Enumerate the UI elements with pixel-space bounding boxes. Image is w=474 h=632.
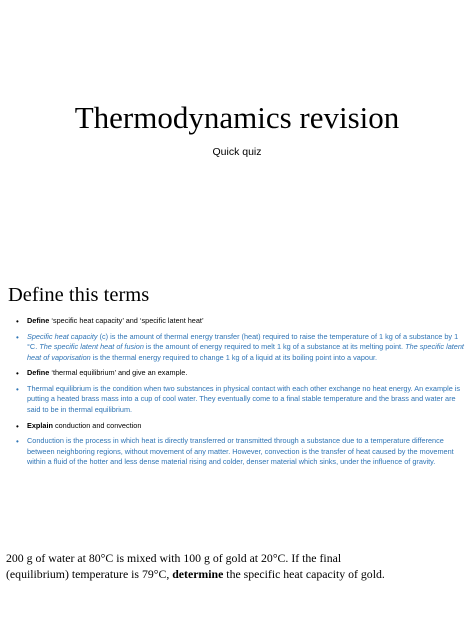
problem-part: the specific heat capacity of gold. xyxy=(223,567,385,582)
question-verb: Define xyxy=(27,316,50,325)
question-verb: Explain xyxy=(27,420,53,430)
answer-term: The specific latent heat of vaporisation xyxy=(27,342,464,362)
question-text: ‘thermal equilibrium’ and give an example. xyxy=(49,368,188,378)
slide-title: Thermodynamics revision xyxy=(74,100,400,135)
answer-item xyxy=(16,384,466,416)
answer-text: is the thermal energy required to change 1 kg of a liquid at its boiling point into a vapour. xyxy=(90,352,378,362)
question-item xyxy=(16,421,466,432)
problem-text xyxy=(6,550,406,582)
title-slide xyxy=(0,0,474,210)
problem-slide xyxy=(0,528,474,632)
question-text: ‘specific heat capacity’ and ‘specific latent heat’ xyxy=(49,316,204,325)
question-item xyxy=(16,368,466,379)
answer-text: (c) is the amount of thermal energy transfer (heat) required to raise the temperature of 1 kg of a substance by 1 °C. xyxy=(27,331,459,352)
answer-term: The specific latent heat of fusion xyxy=(39,342,144,352)
bullet-icon: • xyxy=(16,421,19,431)
problem-verb: determine xyxy=(172,567,224,582)
question-verb: Define xyxy=(27,368,50,378)
problem-part: 200 g of water at 80°C is mixed with 100 g of gold at 20°C. If the final (equilibrium) temperature is 79°C, xyxy=(6,551,342,582)
quiz-list xyxy=(16,316,466,473)
bullet-icon: • xyxy=(16,437,19,447)
bullet-icon: • xyxy=(16,332,19,342)
bullet-icon: • xyxy=(16,369,19,379)
question-text: conduction and convection xyxy=(52,420,142,430)
answer-text: Conduction is the process in which heat is directly transferred or transmitted through a substance due to a temperature difference between neighboring regions, without movement of any matter. However, convection is the transfer of heat caused by the movement within a fluid of the hotter and less dense material rising and colder, denser material which sinks, under the influence of gravity. xyxy=(27,436,454,467)
question-item xyxy=(16,316,466,327)
answer-item xyxy=(16,436,466,468)
answer-item xyxy=(16,332,466,364)
answer-term: Specific heat capacity xyxy=(27,331,98,341)
slide-title: Define this terms xyxy=(8,284,150,306)
bullet-icon: • xyxy=(16,317,19,326)
definitions-slide xyxy=(0,276,474,500)
answer-text: Thermal equilibrium is the condition when two substances in physical contact with each other exchange no heat energy. An example is putting a heated brass mass into a cup of cool water. They eventually come to a final stable temperature and the brass and water are said to be in thermal equilibrium. xyxy=(27,383,461,415)
slide-subtitle: Quick quiz xyxy=(212,146,262,158)
answer-text: is the amount of energy required to melt 1 kg of a substance at its melting point. xyxy=(143,342,406,352)
bullet-icon: • xyxy=(16,384,19,394)
